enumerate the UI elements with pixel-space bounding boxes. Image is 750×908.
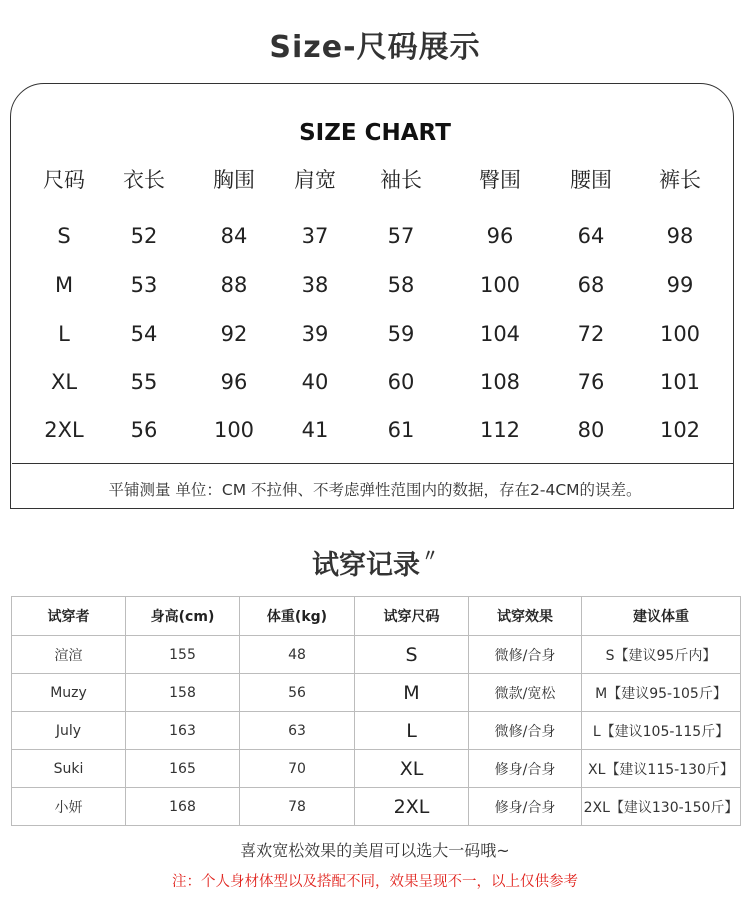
table-row bbox=[12, 788, 741, 826]
size-cell: 53 bbox=[130, 273, 158, 297]
trial-cell: 小妍 bbox=[12, 788, 126, 826]
size-cell: 37 bbox=[301, 224, 329, 248]
header-hip: 臀围 bbox=[479, 168, 521, 192]
header-length: 衣长 bbox=[123, 168, 165, 192]
trial-heading-text: 试穿记录 bbox=[311, 550, 420, 581]
size-row-m bbox=[0, 265, 750, 305]
trial-cell: 63 bbox=[240, 712, 355, 750]
size-cell: 55 bbox=[130, 370, 158, 394]
size-cell: 72 bbox=[577, 322, 605, 346]
size-cell: 39 bbox=[301, 322, 329, 346]
trial-cell: 165 bbox=[126, 750, 240, 788]
trial-cell: M bbox=[355, 674, 469, 712]
size-cell: 100 bbox=[213, 418, 255, 442]
trial-cell: S bbox=[355, 636, 469, 674]
trial-header-cell: 建议体重 bbox=[582, 597, 741, 636]
size-cell: M bbox=[54, 273, 74, 297]
size-cell: 54 bbox=[130, 322, 158, 346]
trial-cell: Muzy bbox=[12, 674, 126, 712]
size-cell: 84 bbox=[220, 224, 248, 248]
size-cell: 61 bbox=[387, 418, 415, 442]
trial-cell: S【建议95斤内】 bbox=[582, 636, 741, 674]
header-sleeve: 袖长 bbox=[380, 168, 422, 192]
size-cell: 96 bbox=[486, 224, 514, 248]
size-cell: 76 bbox=[577, 370, 605, 394]
trial-cell: 微修/合身 bbox=[469, 712, 582, 750]
size-cell: 41 bbox=[301, 418, 329, 442]
size-row-2xl bbox=[0, 410, 750, 450]
header-waist: 腰围 bbox=[570, 168, 612, 192]
size-cell: 56 bbox=[130, 418, 158, 442]
size-cell: 88 bbox=[220, 273, 248, 297]
size-row-l bbox=[0, 314, 750, 354]
size-cell: 99 bbox=[666, 273, 694, 297]
disclaimer-note: 注：个人身材体型以及搭配不同，效果呈现不一，以上仅供参考 bbox=[172, 874, 578, 890]
size-cell: 100 bbox=[479, 273, 521, 297]
trial-table bbox=[11, 596, 741, 826]
size-cell: 40 bbox=[301, 370, 329, 394]
table-row bbox=[12, 750, 741, 788]
size-cell: 59 bbox=[387, 322, 415, 346]
size-cell: 100 bbox=[659, 322, 701, 346]
trial-cell: 155 bbox=[126, 636, 240, 674]
trial-cell: 微修/合身 bbox=[469, 636, 582, 674]
trial-cell: 168 bbox=[126, 788, 240, 826]
trial-header-row bbox=[12, 597, 741, 636]
size-cell: 64 bbox=[577, 224, 605, 248]
size-cell: 38 bbox=[301, 273, 329, 297]
size-cell: 2XL bbox=[44, 418, 84, 442]
trial-cell: 163 bbox=[126, 712, 240, 750]
size-cell: XL bbox=[50, 370, 78, 394]
size-cell: 102 bbox=[659, 418, 701, 442]
page-heading: Size-尺码展示 bbox=[269, 30, 481, 65]
trial-cell: July bbox=[12, 712, 126, 750]
size-cell: 52 bbox=[130, 224, 158, 248]
size-cell: L bbox=[58, 322, 70, 346]
size-cell: 104 bbox=[479, 322, 521, 346]
size-cell: 108 bbox=[479, 370, 521, 394]
trial-header-cell: 试穿效果 bbox=[469, 597, 582, 636]
size-cell: 92 bbox=[220, 322, 248, 346]
table-row bbox=[12, 636, 741, 674]
trial-cell: 渲渲 bbox=[12, 636, 126, 674]
trial-cell: 修身/合身 bbox=[469, 750, 582, 788]
size-chart-header bbox=[0, 160, 750, 200]
size-cell: 96 bbox=[220, 370, 248, 394]
size-row-xl bbox=[0, 362, 750, 402]
size-chart-title: SIZE CHART bbox=[299, 120, 451, 146]
size-up-tip: 喜欢宽松效果的美眉可以选大一码哦~ bbox=[240, 841, 510, 860]
header-size: 尺码 bbox=[43, 168, 85, 192]
trial-heading-deco: 〃 bbox=[421, 546, 438, 565]
trial-cell: Suki bbox=[12, 750, 126, 788]
trial-header-cell: 试穿尺码 bbox=[355, 597, 469, 636]
trial-heading bbox=[0, 543, 750, 582]
trial-cell: 158 bbox=[126, 674, 240, 712]
trial-cell: 微款/宽松 bbox=[469, 674, 582, 712]
trial-header-cell: 身高(cm) bbox=[126, 597, 240, 636]
trial-cell: 70 bbox=[240, 750, 355, 788]
size-cell: 101 bbox=[659, 370, 701, 394]
trial-cell: 78 bbox=[240, 788, 355, 826]
size-cell: 98 bbox=[666, 224, 694, 248]
table-row bbox=[12, 712, 741, 750]
trial-cell: 2XL bbox=[355, 788, 469, 826]
size-cell: 60 bbox=[387, 370, 415, 394]
size-cell: S bbox=[57, 224, 71, 248]
trial-cell: XL bbox=[355, 750, 469, 788]
size-cell: 80 bbox=[577, 418, 605, 442]
trial-cell: L bbox=[355, 712, 469, 750]
size-cell: 68 bbox=[577, 273, 605, 297]
trial-cell: M【建议95-105斤】 bbox=[582, 674, 741, 712]
trial-cell: 48 bbox=[240, 636, 355, 674]
trial-cell: 2XL【建议130-150斤】 bbox=[582, 788, 741, 826]
size-row-s bbox=[0, 216, 750, 256]
trial-header-cell: 试穿者 bbox=[12, 597, 126, 636]
size-cell: 57 bbox=[387, 224, 415, 248]
header-bust: 胸围 bbox=[213, 168, 255, 192]
header-pants-length: 裤长 bbox=[659, 168, 701, 192]
size-chart-divider bbox=[12, 463, 734, 464]
trial-cell: 56 bbox=[240, 674, 355, 712]
size-cell: 58 bbox=[387, 273, 415, 297]
trial-cell: L【建议105-115斤】 bbox=[582, 712, 741, 750]
table-row bbox=[12, 674, 741, 712]
measurement-note: 平铺测量 单位：CM 不拉伸、不考虑弹性范围内的数据，存在2-4CM的误差。 bbox=[108, 481, 642, 499]
size-cell: 112 bbox=[479, 418, 521, 442]
trial-cell: 修身/合身 bbox=[469, 788, 582, 826]
trial-header-cell: 体重(kg) bbox=[240, 597, 355, 636]
header-shoulder: 肩宽 bbox=[294, 168, 336, 192]
trial-cell: XL【建议115-130斤】 bbox=[582, 750, 741, 788]
